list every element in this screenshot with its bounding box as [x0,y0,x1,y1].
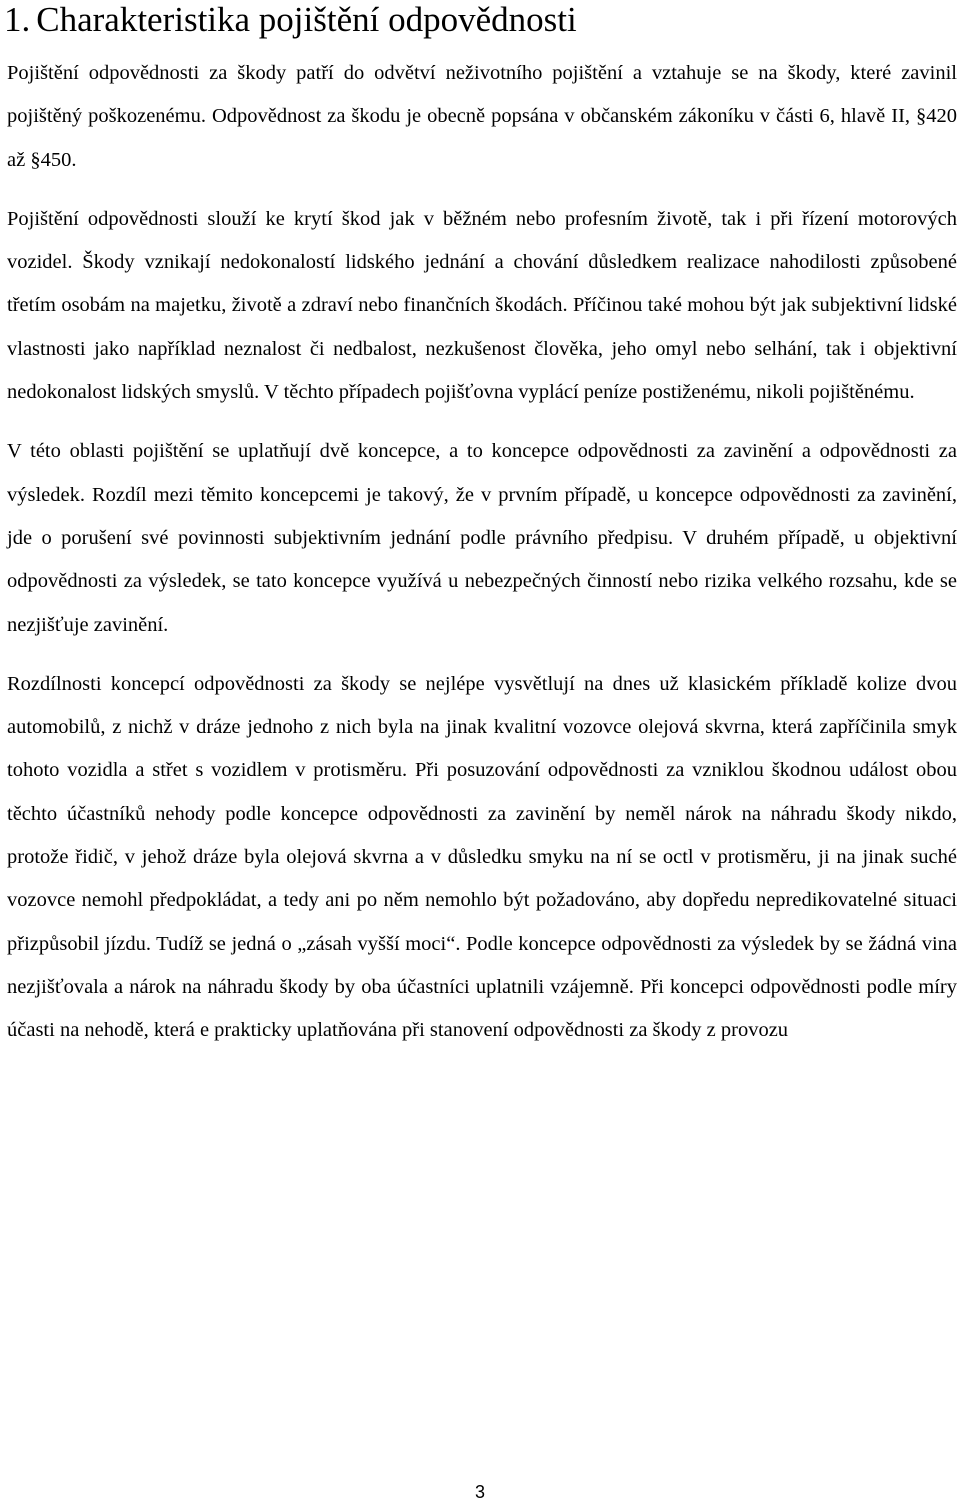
paragraph-3: V této oblasti pojištění se uplatňují dvě koncepce, a to koncepce odpovědnosti za zavinění a odpovědnosti za výsledek. Rozdíl mezi těmito koncepcemi je takový, že v prvním případě, u koncepce odpovědnosti za zavinění, jde o porušení své povinnosti subjektivním jednání podle právního předpisu. V druhém případě, u objektivní odpovědnosti za výsledek, se tato koncepce využívá u nebezpečných činností nebo rizika velkého rozsahu, kde se nezjišťuje zavinění. [7,440,957,636]
body-text [7,52,957,1069]
paragraph-2: Pojištění odpovědnosti slouží ke krytí škod jak v běžném nebo profesním životě, tak i při řízení motorových vozidel. Škody vznikají nedokonalostí lidského jednání a chování důsledkem realizace nahodilosti způsobené třetím osobám na majetku, životě a zdraví nebo finančních škodách. Příčinou také mohou být jak subjektivní lidské vlastnosti jako například neznalost či nedbalost, nezkušenost člověka, jeho omyl nebo selhání, tak i objektivní nedokonalost lidských smyslů. V těchto případech pojišťovna vyplácí peníze postiženému, nikoli pojištěnému. [7,207,957,404]
paragraph-4: Rozdílnosti koncepcí odpovědnosti za škody se nejlépe vysvětlují na dnes už klasickém příkladě kolize dvou automobilů, z nichž v dráze jednoho z nich byla na jinak kvalitní vozovce olejová skvrna, která zapříčinila smyk tohoto vozidla a střet s vozidlem v protisměru. Při posuzování odpovědnosti za vzniklou škodnou událost obou těchto účastníků nehody podle koncepce odpovědnosti za zavinění by neměl nárok na náhradu škody nikdo, protože řidič, v jehož dráze byla olejová skvrna a v důsledku smyku na ní se octl v protisměru, ji na jinak suché vozovce nemohl předpokládat, a tedy ani po něm nemohlo být požadováno, aby dopředu nepredikovatelné situaci přizpůsobil jízdu. Tudíž se jedná o „zásah vyšší moci“. Podle koncepce odpovědnosti za výsledek by se žádná vina nezjišťovala a nárok na náhradu škody by oba účastníci uplatnili vzájemně. Při koncepci odpovědnosti podle míry účasti na nehodě, která e prakticky uplatňována při stanovení odpovědnosti za škody z provozu [7,672,957,1042]
section-title: Charakteristika pojištění odpovědnosti [36,0,577,39]
section-heading [4,0,577,40]
section-number: 1. [4,0,31,39]
page-number: 3 [474,1482,485,1502]
paragraph-1: Pojištění odpovědnosti za škody patří do odvětví neživotního pojištění a vztahuje se na škody, které zavinil pojištěný poškozenému. Odpovědnost za škodu je obecně popsána v občanském zákoníku v části 6, hlavě II, §420 až §450. [7,62,957,171]
